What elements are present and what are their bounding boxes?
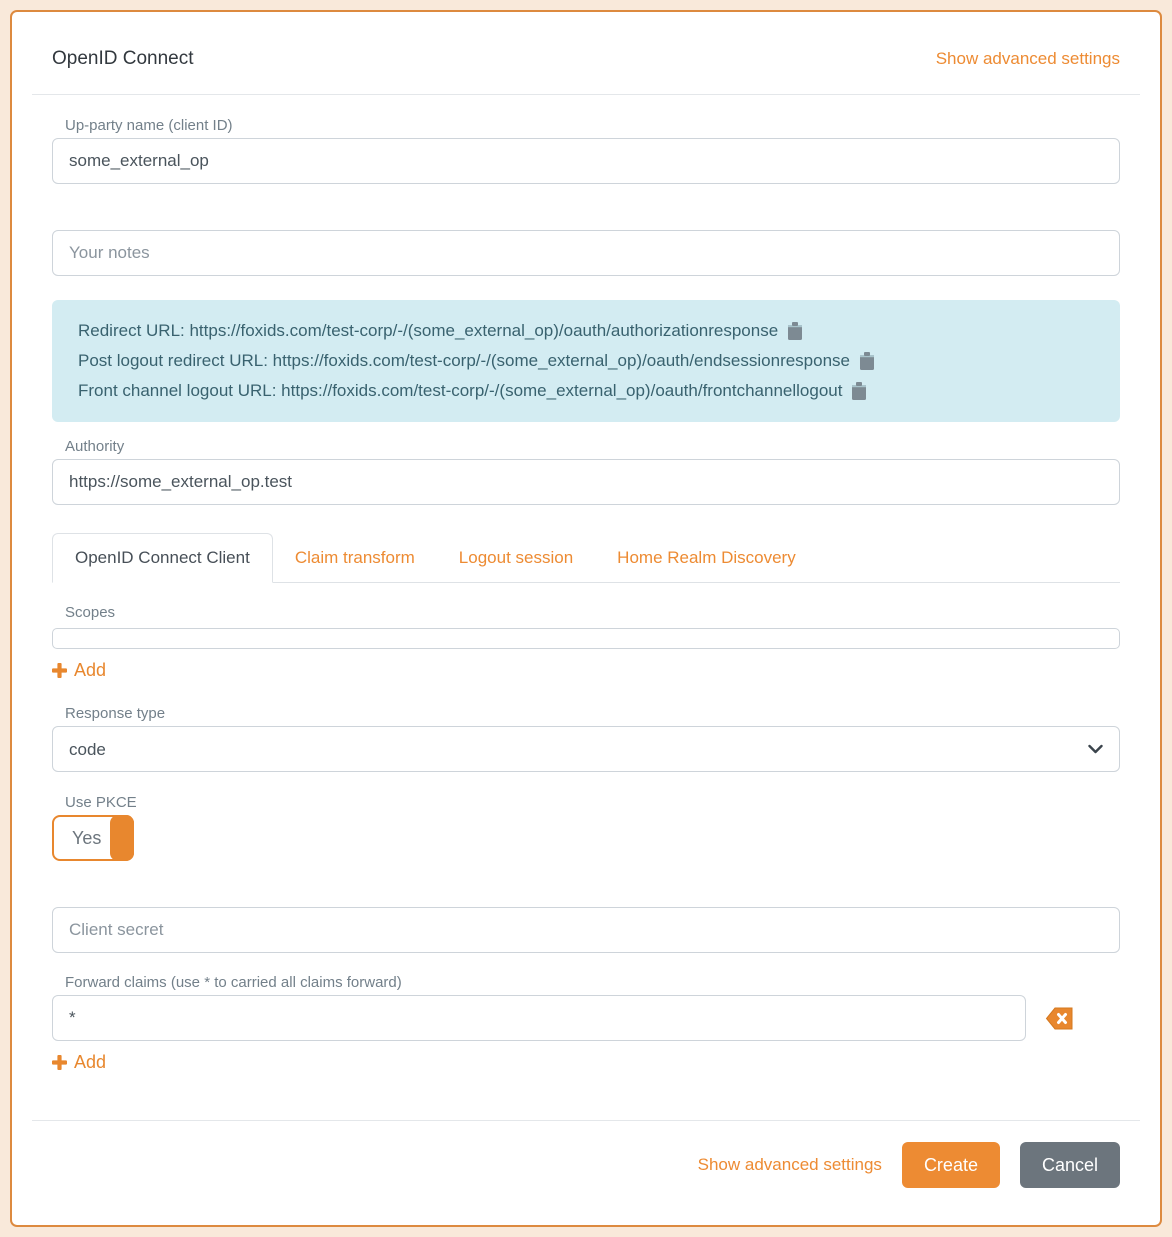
tab-home-realm-discovery[interactable]: Home Realm Discovery (617, 548, 796, 567)
response-type-label: Response type (65, 705, 166, 722)
tab-logout-session[interactable]: Logout session (458, 548, 574, 567)
front-channel-logout-url-text: Front channel logout URL: https://foxids.com/test-corp/-/(some_external_op)/oauth/frontchannellogout (78, 381, 843, 400)
show-advanced-settings-link-bottom[interactable]: Show advanced settings (697, 1155, 882, 1174)
front-channel-logout-url-line (78, 376, 1094, 406)
card-header (32, 12, 1140, 94)
up-party-name-group (52, 117, 1120, 184)
form-content (52, 117, 1120, 1075)
copy-clipboard-icon[interactable] (851, 382, 867, 401)
plus-icon (52, 1055, 67, 1070)
card-footer (52, 1142, 1120, 1188)
page-title: OpenID Connect (52, 48, 194, 69)
toggle-knob (110, 815, 134, 861)
post-logout-redirect-url-text: Post logout redirect URL: https://foxids.com/test-corp/-/(some_external_op)/oauth/endsessionresponse (78, 351, 850, 370)
forward-claims-input[interactable] (52, 995, 1026, 1041)
authority-input[interactable] (52, 459, 1120, 505)
notes-input[interactable] (52, 230, 1120, 276)
pkce-group (52, 794, 1120, 861)
show-advanced-settings-link-top[interactable]: Show advanced settings (935, 49, 1120, 68)
openid-connect-card (10, 10, 1162, 1227)
add-claim-label: Add (74, 1052, 107, 1072)
forward-claims-group (52, 974, 1120, 1075)
create-button[interactable]: Create (902, 1142, 1000, 1188)
tab-claim-transform[interactable]: Claim transform (294, 548, 415, 567)
client-secret-input[interactable] (52, 907, 1120, 953)
plus-icon (52, 663, 67, 678)
tab-openid-connect-client[interactable]: OpenID Connect Client (52, 533, 273, 583)
redirect-urls-info-box (52, 300, 1120, 422)
footer-divider (32, 1120, 1140, 1121)
forward-claims-label: Forward claims (use * to carried all claims forward) (65, 974, 402, 991)
authority-label: Authority (65, 438, 125, 455)
client-secret-group (52, 907, 1120, 953)
pkce-toggle-state: Yes (72, 827, 102, 848)
pkce-label: Use PKCE (65, 794, 137, 811)
scopes-group (52, 604, 1120, 683)
add-scope-label: Add (74, 660, 107, 680)
cancel-button[interactable]: Cancel (1020, 1142, 1120, 1188)
header-divider (32, 94, 1140, 95)
scopes-input[interactable] (52, 628, 1120, 649)
up-party-name-input[interactable] (52, 138, 1120, 184)
pkce-toggle[interactable] (52, 815, 134, 861)
response-type-select[interactable] (52, 726, 1120, 772)
remove-claim-icon[interactable] (1045, 1007, 1074, 1030)
redirect-url-text: Redirect URL: https://foxids.com/test-corp/-/(some_external_op)/oauth/authorizationresponse (78, 321, 779, 340)
response-type-group (52, 705, 1120, 772)
copy-clipboard-icon[interactable] (859, 352, 875, 371)
up-party-name-label: Up-party name (client ID) (65, 117, 233, 134)
authority-group (52, 438, 1120, 505)
notes-group (52, 230, 1120, 276)
scopes-label: Scopes (65, 604, 116, 621)
settings-tabs (52, 533, 1120, 583)
post-logout-redirect-url-line (78, 346, 1094, 376)
copy-clipboard-icon[interactable] (787, 322, 803, 341)
add-scope-link[interactable] (52, 660, 106, 681)
add-claim-link[interactable] (52, 1052, 106, 1073)
redirect-url-line (78, 316, 1094, 346)
